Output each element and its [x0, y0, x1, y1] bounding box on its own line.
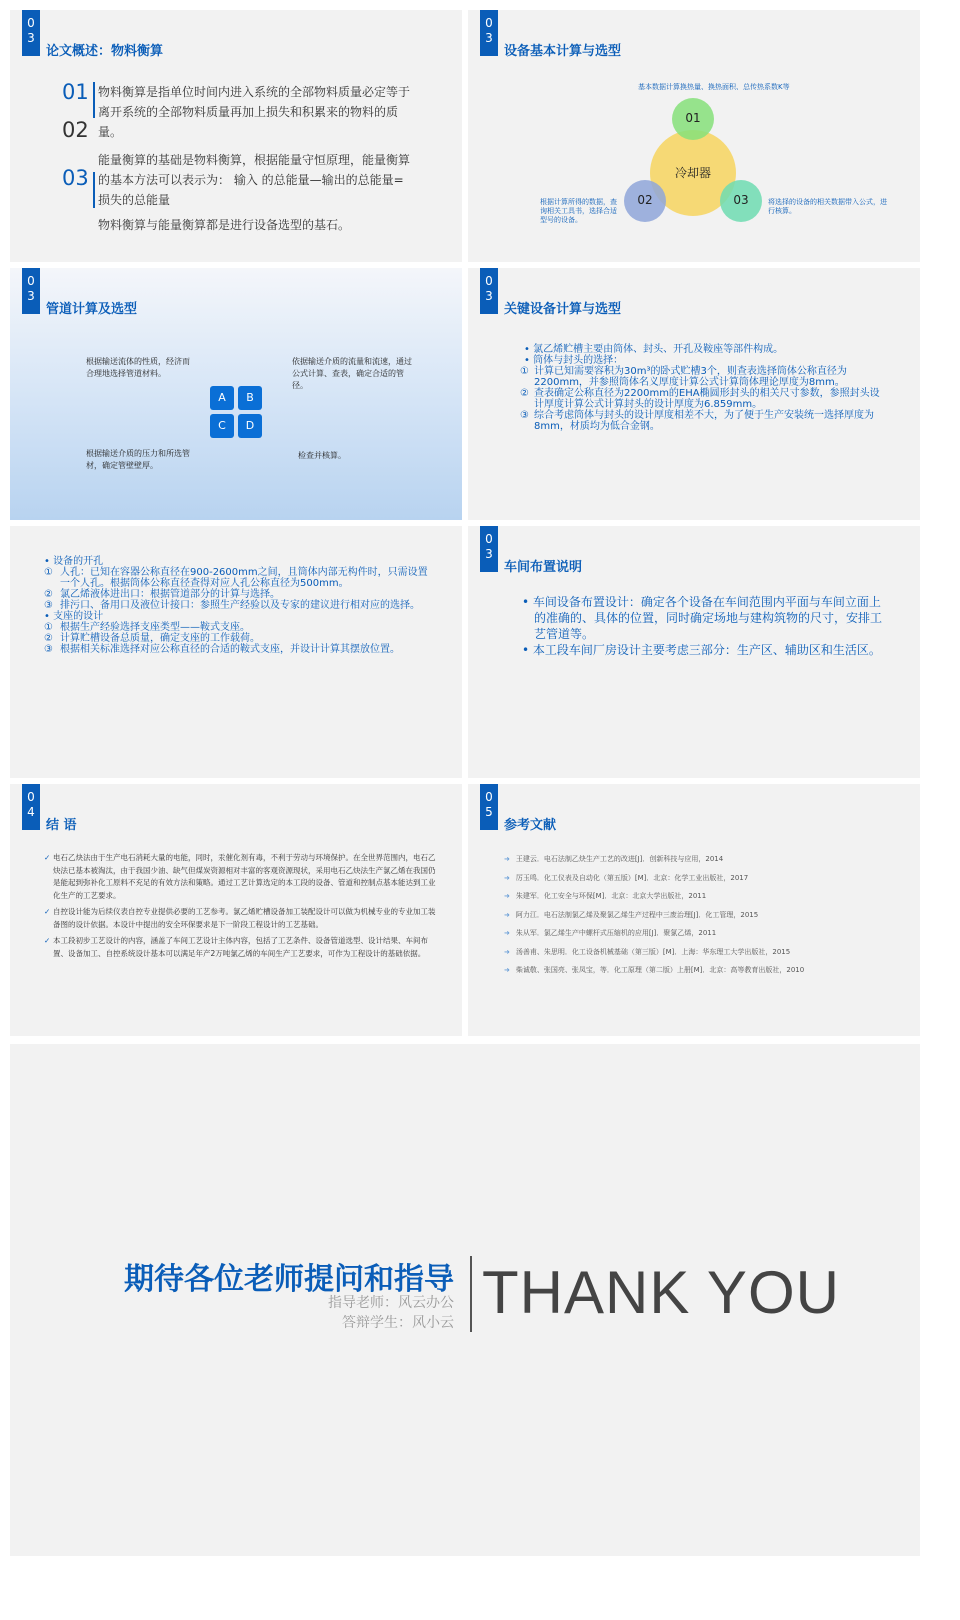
- arrow-icon: ➜: [504, 929, 510, 937]
- arrow-icon: ➜: [504, 966, 510, 974]
- check-icon: ✓: [44, 936, 51, 945]
- slide-pipe-calc: [10, 268, 462, 520]
- thank-you-text: THANK YOU: [482, 1259, 840, 1326]
- check-icon: ✓: [44, 907, 51, 916]
- reference-item: ➜ 王建云．电石法制乙炔生产工艺的改进[J]．创新科技与应用，2014: [504, 855, 724, 863]
- box-c: C: [210, 414, 234, 438]
- circle-label: 02: [637, 193, 653, 207]
- slide-title: 结 语: [46, 818, 77, 833]
- slide-title: 管道计算及选型: [46, 302, 138, 317]
- vertical-divider: [470, 1256, 472, 1332]
- divider-line: [93, 172, 95, 208]
- numbered-item: ② 计算贮槽设备总质量，确定支座的工作载荷。: [44, 633, 260, 644]
- slide-key-equipment: [468, 268, 920, 520]
- bullet-item: • 设备的开孔: [44, 556, 104, 567]
- reference-item: ➜ 朱从军．氯乙烯生产中螺杆式压缩机的应用[J]．聚氯乙烯，2011: [504, 929, 717, 937]
- numbered-item: ② 查表确定公称直径为2200mm的EHA椭圆形封头的相关尺寸参数，参照封头设计厚度计算公式计算封头的设计厚度为6.859mm。: [520, 388, 880, 410]
- divider-line: [93, 82, 95, 118]
- item-text: 物料衡算是指单位时间内进入系统的全部物料质量必定等于离开系统的全部物料质量再加上损失和积累来的物料的质量。: [98, 85, 411, 139]
- slide-title: 关键设备计算与选型: [504, 302, 622, 317]
- slide-overview: [10, 10, 462, 262]
- number-column: [62, 80, 96, 190]
- numbered-item: ③ 排污口、备用口及液位计接口：参照生产经验以及专家的建议进行相对应的选择。: [44, 600, 420, 611]
- slide-workshop-layout: [468, 526, 920, 778]
- numbered-item: ① 人孔：已知在容器公称直径在900-2600mm之间，且筒体内部无构件时，只需设置一个人孔。根据筒体公称直径查得对应人孔公称直径为500mm。: [44, 567, 428, 589]
- box-a: A: [210, 386, 234, 410]
- center-label: 冷却器: [674, 166, 711, 180]
- content-block: [520, 344, 884, 432]
- item-number: 02: [62, 118, 89, 142]
- arrow-icon: ➜: [504, 855, 510, 863]
- circle-label: 01: [685, 111, 701, 125]
- slide-references: [468, 784, 920, 1036]
- slide-title: 论文概述：物料衡算: [46, 44, 164, 59]
- reference-item: ➜ 汤善甫、朱思明．化工设备机械基础（第三版）[M]．上海：华东理工大学出版社，2015: [504, 947, 791, 956]
- content-block: [522, 594, 886, 658]
- section-badge: 0 3: [22, 268, 40, 314]
- student-line: 答辩学生：风小云: [342, 1315, 454, 1331]
- reference-item: ➜ 厉玉鸣．化工仪表及自动化（第五版）[M]．北京：化学工业出版社，2017: [504, 873, 749, 882]
- section-badge: 0 4: [22, 784, 40, 830]
- slide-thank-you: [10, 1044, 920, 1556]
- numbered-item: ① 计算已知需要容积为30m³的卧式贮槽3个，则查表选择筒体公称直径为2200mm，并参照筒体名义厚度计算公式计算筒体理论厚度为8mm。: [520, 366, 847, 388]
- note-top-left: 根据输送流体的性质，经济而合理地选择管道材料。: [86, 357, 190, 378]
- item-number: 01: [62, 80, 89, 104]
- arrow-icon: ➜: [504, 873, 510, 882]
- section-badge: 0 3: [22, 10, 40, 56]
- reference-list: [504, 854, 904, 984]
- closing-title: 期待各位老师提问和指导: [124, 1262, 454, 1297]
- bullet-item: • 本工段车间厂房设计主要考虑三部分：生产区、辅助区和生活区。: [522, 643, 881, 657]
- slide-conclusion: [10, 784, 462, 1036]
- slide-openings-supports: [10, 526, 462, 778]
- summary-text: 物料衡算与能量衡算都是进行设备选型的基石。: [98, 218, 351, 232]
- numbered-item: ① 根据生产经验选择支座类型——鞍式支座。: [44, 622, 250, 633]
- check-paragraph: ✓ 自控设计能为后续仪表自控专业提供必要的工艺参考。氯乙烯贮槽设备加工装配设计可以做为机械专业的专业加工装备图的设计依据。本设计中提出的安全环保要求是下一阶段工程设计的工艺基础。: [44, 906, 436, 931]
- top-note: 基本数据计算换热量、换热面积、总传热系数K等: [638, 83, 790, 91]
- check-paragraph: ✓ 电石乙炔法由于生产电石消耗大量的电能，同时，汞催化剂有毒，不利于劳动与环境保护。在全世界范围内，电石乙炔法已基本被淘汰，由于我国少油、缺气但煤炭资源相对丰富的客观资源现状，采用电石乙炔法生产氯乙烯在我国仍是能起到弥补化工原料不充足的有效方法和策略。通过工艺计算选定的本工段的设备、管道和控制点基本能达到工业化生产的工艺要求。: [44, 852, 436, 902]
- check-icon: ✓: [44, 853, 51, 862]
- advisor-line: 指导老师：风云办公: [328, 1295, 454, 1311]
- arrow-icon: ➜: [504, 892, 510, 900]
- left-note: 根据计算所得的数据，查询相关工具书，选择合适型号的设备。: [540, 198, 617, 224]
- slide-equipment-calc: [468, 10, 920, 262]
- numbered-item: ③ 根据相关标准选择对应公称直径的合适的鞍式支座，并设计计算其摆放位置。: [44, 644, 400, 655]
- check-paragraph: ✓ 本工段初步工艺设计的内容，涵盖了车间工艺设计主体内容，包括了工艺条件、设备管道选型、设计结果、车间布置、设备加工、自控系统设计基本可以满足年产2万吨氯乙烯的车间生产工艺要求，可作为工程设计的基础依据。: [44, 935, 436, 960]
- slide-title: 参考文献: [504, 818, 557, 833]
- bullet-item: • 支座的设计: [44, 611, 104, 622]
- numbered-item: ③ 综合考虑筒体与封头的设计厚度相差不大，为了便于生产安装统一选择厚度为8mm，材质均为低合金钢。: [520, 410, 874, 432]
- content-block: [44, 556, 436, 655]
- arrow-icon: ➜: [504, 910, 510, 919]
- item-number: 03: [62, 166, 89, 190]
- item-text: 能量衡算的基础是物料衡算，根据能量守恒原理，能量衡算的基本方法可以表示为： 输入 的总能量—输出的总能量=损失的总能量: [98, 153, 411, 207]
- note-bottom-right: 检查并核算。: [298, 451, 346, 460]
- slide-title: 车间布置说明: [504, 560, 583, 575]
- reference-item: ➜ 柴诚敬、张国亮、张凤宝，等．化工原理（第二版）上册[M]．北京：高等教育出版社，2010: [504, 966, 805, 974]
- right-note: 将选择的设备的相关数据带入公式，进行核算。: [768, 198, 887, 215]
- section-badge: 0 3: [480, 10, 498, 56]
- section-badge: 0 3: [480, 526, 498, 572]
- reference-item: ➜ 阿力江．电石法制氯乙烯及聚氯乙烯生产过程中三废治理[J]．化工管理，2015: [504, 910, 759, 919]
- bullet-item: • 筒体与封头的选择：: [524, 355, 624, 366]
- circle-label: 03: [733, 193, 749, 207]
- section-badge: 0 5: [480, 784, 498, 830]
- note-bottom-left: 根据输送介质的压力和所选管材，确定管壁壁厚。: [86, 449, 190, 470]
- box-d: D: [238, 414, 262, 438]
- reference-item: ➜ 朱建军．化工安全与环保[M]．北京：北京大学出版社，2011: [504, 892, 707, 900]
- bullet-item: • 氯乙烯贮槽主要由筒体、封头、开孔及鞍座等部件构成。: [524, 344, 784, 355]
- box-b: B: [238, 386, 262, 410]
- note-top-right: 依据输送介质的流量和流速，通过公式计算、查表，确定合适的管径。: [292, 357, 412, 390]
- bullet-item: • 车间设备布置设计：确定各个设备在车间范围内平面与车间立面上的准确的、具体的位置，同时确定场地与建构筑物的尺寸，安排工艺管道等。: [522, 595, 883, 641]
- slide-title: 设备基本计算与选型: [504, 44, 622, 59]
- section-badge: 0 3: [480, 268, 498, 314]
- numbered-item: ② 氯乙烯液体进出口：根据管道部分的计算与选择。: [44, 589, 280, 600]
- arrow-icon: ➜: [504, 947, 510, 956]
- content-block: [44, 852, 436, 960]
